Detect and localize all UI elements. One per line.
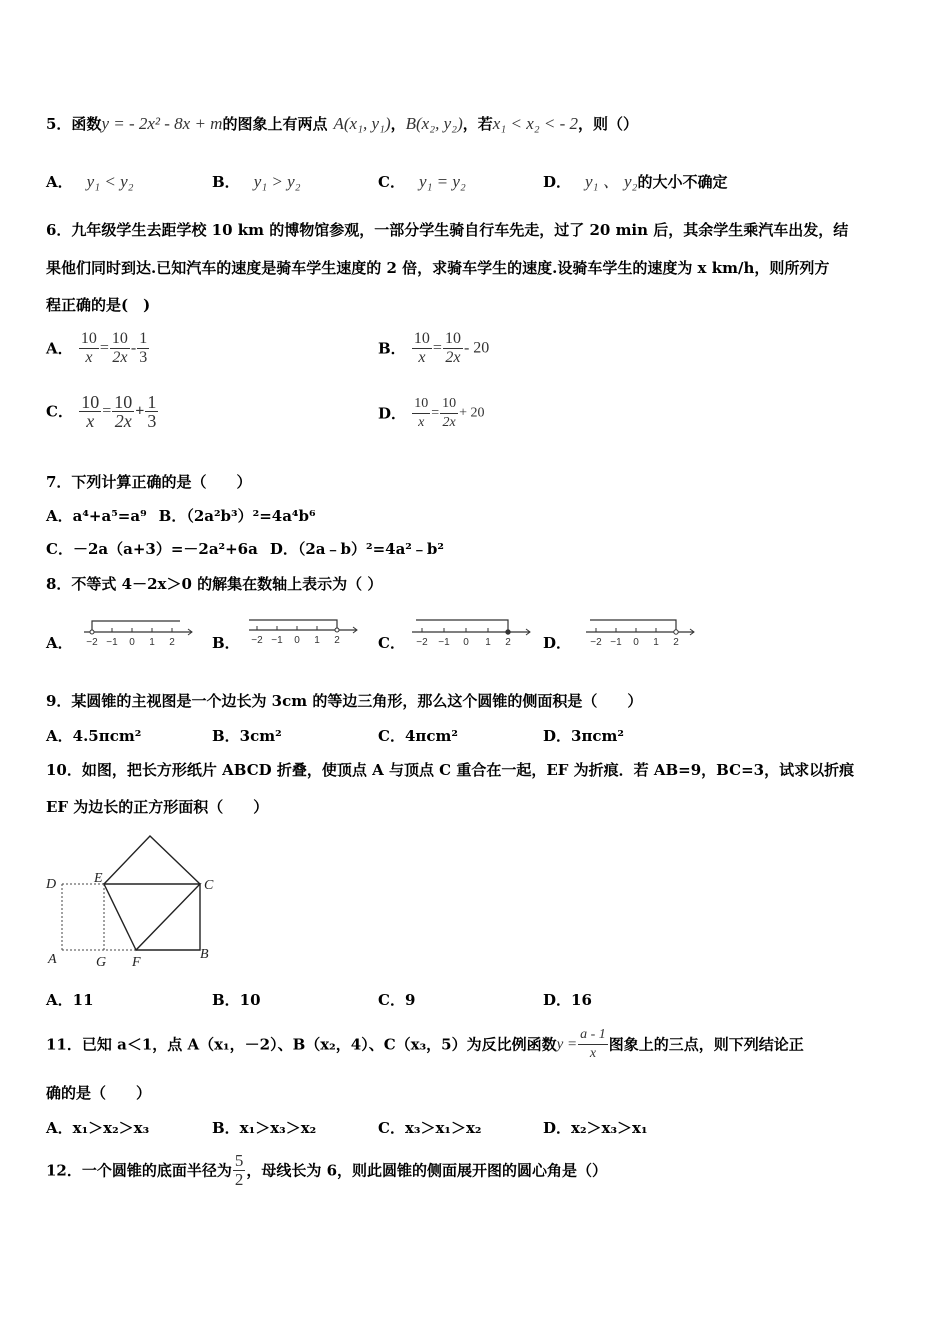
q8-numberline-a bbox=[80, 612, 200, 652]
q8-c-tick-label: −2 bbox=[416, 637, 428, 648]
q5-prefix: 5．函数 bbox=[46, 115, 102, 133]
q7-option-b: B．（2a²b³）²=4a⁴b⁶ bbox=[158, 507, 316, 525]
label-d: D bbox=[46, 877, 57, 892]
label-a: A bbox=[48, 952, 57, 967]
q7-option-c: C．－2a（a+3）=－2a²+6a bbox=[46, 540, 258, 558]
q6-line-2: 果他们同时到达.已知汽车的速度是骑车学生速度的 2 倍，求骑车学生的速度.设骑车学生的速度为 x km/h，则所列方 bbox=[46, 259, 830, 277]
q9-option-c: C．4πcm² bbox=[378, 727, 458, 745]
q11-stem: 11．已知 a＜1，点 A（x₁，－2）、B（x₂，4）、C（x₃，5）为反比例函数y = $\frac{a - 1}{x}$ 图象上的三点，则下列结论正 bbox=[46, 1027, 804, 1061]
q8-b-tick-label: −1 bbox=[271, 635, 283, 646]
q11-line-2: 确的是（ ） bbox=[46, 1084, 152, 1102]
q7-stem: 7．下列计算正确的是（ ） bbox=[46, 473, 252, 491]
q8-d-tick-label: −2 bbox=[590, 637, 602, 648]
q8-d-tick-label: 2 bbox=[673, 637, 679, 648]
q9-option-b: B．3cm² bbox=[212, 727, 282, 745]
q8-c-tick-label: −1 bbox=[438, 637, 450, 648]
q10-option-b: B．10 bbox=[212, 991, 261, 1009]
q6-option-a: A． $\frac{10}{x}$ = $\frac{10}{2x}$ - $\frac{1}{3}$ bbox=[46, 330, 148, 366]
q11-option-d: D．x₂＞x₃＞x₁ bbox=[543, 1119, 648, 1137]
q5-point-a: A(x₁, y₁) bbox=[333, 114, 391, 133]
q5-function: y = - 2x² - 8x + m bbox=[101, 114, 223, 133]
q8-d-tick-label: 0 bbox=[633, 637, 639, 648]
q8-numberline-d bbox=[582, 612, 702, 652]
q5-point-b: B(x₂, y₂) bbox=[405, 114, 463, 133]
q8-label-b: B． bbox=[212, 634, 240, 652]
q9-option-a: A．4.5πcm² bbox=[46, 727, 142, 745]
q8-c-tick-label: 0 bbox=[463, 637, 469, 648]
q8-label-c: C． bbox=[378, 634, 405, 652]
q11-option-c: C．x₃＞x₁＞x₂ bbox=[378, 1119, 482, 1137]
q6-line-1: 6．九年级学生去距学校 10 km 的博物馆参观，一部分学生骑自行车先走，过了 20 min 后，其余学生乘汽车出发，结 bbox=[46, 221, 849, 239]
q12-stem: 12．一个圆锥的底面半径为 $\frac{5}{2}$ ，母线长为 6，则此圆锥的侧面展开图的圆心角是（） bbox=[46, 1151, 608, 1189]
q5-option-b: B． y₁ > y₂ bbox=[212, 172, 301, 191]
q8-stem: 8．不等式 4－2x＞0 的解集在数轴上表示为（ ） bbox=[46, 575, 383, 593]
q6-option-c: C． $\frac{10}{x}$ = $\frac{10}{2x}$ + $\frac{1}{3}$ bbox=[46, 392, 157, 431]
q8-label-d: D． bbox=[543, 634, 572, 652]
q11-option-b: B．x₁＞x₃＞x₂ bbox=[212, 1119, 317, 1137]
q8-numberline-b bbox=[245, 612, 365, 652]
q9-option-d: D．3πcm² bbox=[543, 727, 624, 745]
label-f: F bbox=[132, 955, 141, 970]
label-e: E bbox=[94, 871, 103, 886]
q6-option-d: D． $\frac{10}{x}$ = $\frac{10}{2x}$ + 20 bbox=[378, 396, 485, 430]
q5-suffix: ，则（） bbox=[578, 115, 639, 133]
q8-a-tick-label: −1 bbox=[106, 637, 118, 648]
q11-option-a: A．x₁＞x₂＞x₃ bbox=[46, 1119, 150, 1137]
q8-b-tick-label: 1 bbox=[314, 635, 320, 646]
q8-b-tick-label: −2 bbox=[251, 635, 263, 646]
q5-condition: x₁ < x₂ < - 2 bbox=[492, 114, 579, 133]
label-c: C bbox=[204, 878, 214, 893]
q6-option-b: B． $\frac{10}{x}$ = $\frac{10}{2x}$ - 20 bbox=[378, 330, 490, 366]
q8-b-tick-label: 2 bbox=[334, 635, 340, 646]
q10-line-1: 10．如图，把长方形纸片 ABCD 折叠，使顶点 A 与顶点 C 重合在一起，EF 为折痕．若 AB=9，BC=3，试求以折痕 bbox=[46, 761, 855, 779]
q8-a-tick-label: −2 bbox=[86, 637, 98, 648]
q6-line-3: 程正确的是( ) bbox=[46, 296, 151, 314]
q5-cond-prefix: ，若 bbox=[462, 115, 493, 133]
q8-label-a: A． bbox=[46, 634, 73, 652]
q5-option-a: A． y₁ < y₂ bbox=[46, 172, 134, 191]
q8-d-tick-label: −1 bbox=[610, 637, 622, 648]
label-b: B bbox=[200, 947, 209, 962]
q10-figure bbox=[40, 830, 230, 975]
q10-option-d: D．16 bbox=[543, 991, 592, 1009]
q5-mid: 的图象上有两点 bbox=[222, 115, 328, 133]
q10-option-c: C．9 bbox=[378, 991, 416, 1009]
q7-option-a: A．a⁴+a⁵=a⁹ bbox=[46, 507, 147, 525]
q7-row-2 bbox=[46, 539, 444, 559]
q8-a-tick-label: 0 bbox=[129, 637, 135, 648]
q8-d-tick-label: 1 bbox=[653, 637, 659, 648]
q8-c-tick-label: 2 bbox=[505, 637, 511, 648]
q8-numberline-c bbox=[408, 612, 538, 652]
q8-a-tick-label: 1 bbox=[149, 637, 155, 648]
q8-a-tick-label: 2 bbox=[169, 637, 175, 648]
q10-line-2: EF 为边长的正方形面积（ ） bbox=[46, 798, 269, 816]
label-g: G bbox=[96, 955, 107, 970]
q5-option-c: C． y₁ = y₂ bbox=[378, 172, 466, 191]
q10-option-a: A．11 bbox=[46, 991, 94, 1009]
q5-stem: 5．函数y = - 2x² - 8x + m的图象上有两点 A(x₁, y₁)，B(x₂, y₂)，若x₁ < x₂ < - 2，则（） bbox=[46, 114, 639, 133]
q8-b-tick-label: 0 bbox=[294, 635, 300, 646]
q5-option-d: D． y₁ 、 y₂的大小不确定 bbox=[543, 172, 728, 191]
q7-option-d: D．（2a﹣b）²=4a²﹣b² bbox=[269, 540, 444, 558]
q8-c-tick-label: 1 bbox=[485, 637, 491, 648]
q9-stem: 9．某圆锥的主视图是一个边长为 3cm 的等边三角形，那么这个圆锥的侧面积是（ ） bbox=[46, 692, 643, 710]
q7-row-1 bbox=[46, 506, 316, 526]
